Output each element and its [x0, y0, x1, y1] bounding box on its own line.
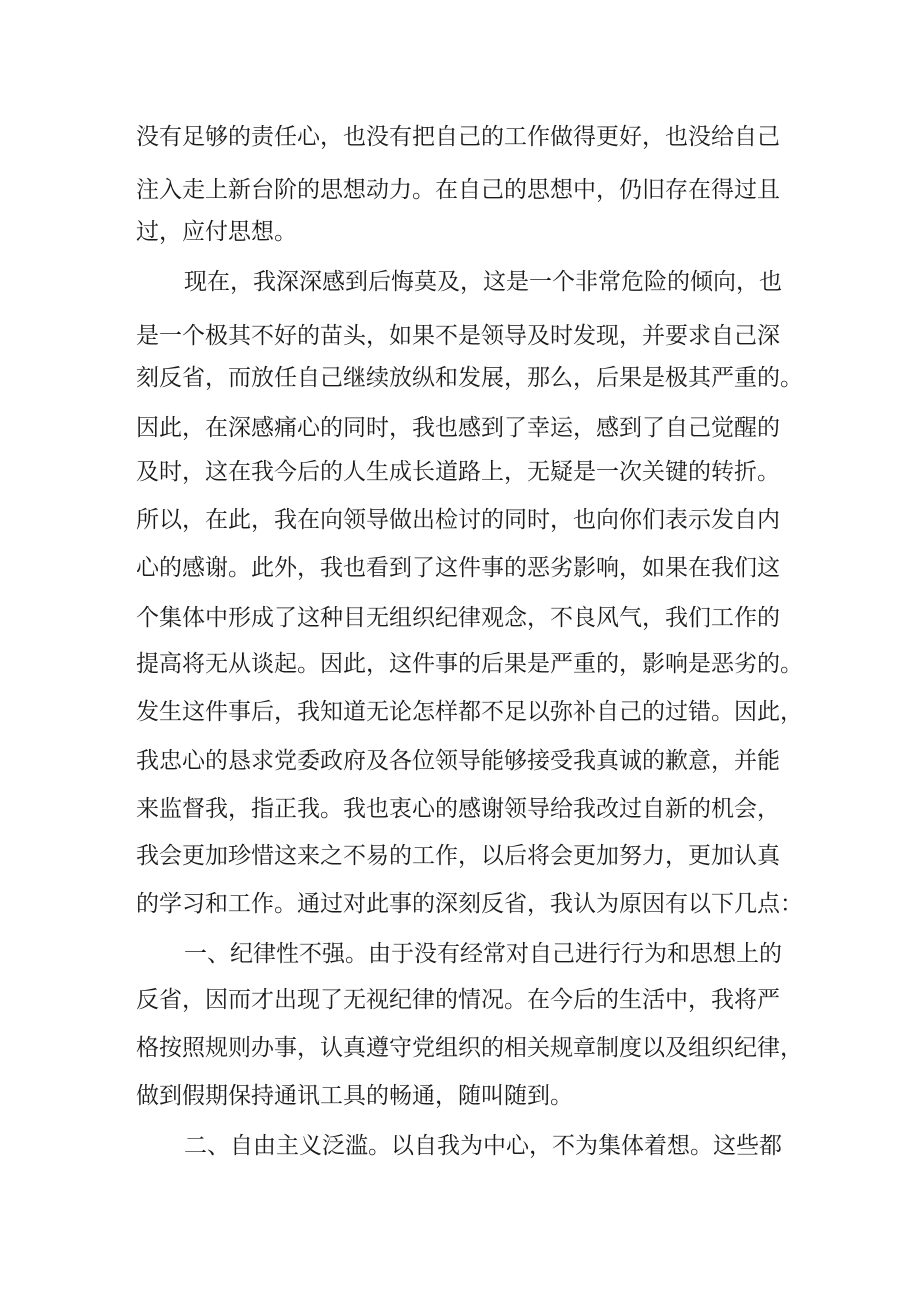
text-line-1: 没有足够的责任心，也没有把自己的工作做得更好，也没给自己	[136, 124, 780, 150]
text-line-20: 格按照规则办事，认真遵守党组织的相关规章制度以及组织纪律，	[136, 1035, 803, 1061]
text-line-4: 现在，我深深感到后悔莫及，这是一个非常危险的倾向，也	[184, 269, 782, 295]
text-line-22: 二、自由主义泛滥。以自我为中心，不为集体着想。这些都	[184, 1133, 782, 1159]
text-line-19: 反省，因而才出现了无视纪律的情况。在今后的生活中，我将严	[136, 987, 780, 1013]
text-line-9: 所以，在此，我在向领导做出检讨的同时，也向你们表示发自内	[136, 507, 780, 533]
text-line-10: 心的感谢。此外，我也看到了这件事的恶劣影响，如果在我们这	[136, 555, 780, 581]
text-line-15: 来监督我，指正我。我也衷心的感谢领导给我改过自新的机会，	[136, 796, 780, 822]
text-line-6: 刻反省，而放任自己继续放纵和发展，那么，后果是极其严重的。	[136, 365, 803, 391]
text-line-14: 我忠心的恳求党委政府及各位领导能够接受我真诚的歉意，并能	[136, 748, 780, 774]
text-line-17: 的学习和工作。通过对此事的深刻反省，我认为原因有以下几点：	[136, 891, 803, 917]
text-line-3: 过，应付思想。	[136, 219, 297, 245]
text-line-18: 一、纪律性不强。由于没有经常对自己进行行为和思想上的	[184, 941, 782, 967]
text-line-13: 发生这件事后，我知道无论怎样都不足以弥补自己的过错。因此，	[136, 699, 803, 725]
text-line-12: 提高将无从谈起。因此，这件事的后果是严重的，影响是恶劣的。	[136, 651, 803, 677]
text-line-21: 做到假期保持通讯工具的畅通，随叫随到。	[136, 1083, 573, 1109]
text-line-5: 是一个极其不好的苗头，如果不是领导及时发现，并要求自己深	[136, 323, 780, 349]
text-line-7: 因此，在深感痛心的同时，我也感到了幸运，感到了自己觉醒的	[136, 415, 780, 441]
text-line-8: 及时，这在我今后的人生成长道路上，无疑是一次关键的转折。	[136, 459, 780, 485]
text-line-2: 注入走上新台阶的思想动力。在自己的思想中，仍旧存在得过且	[136, 177, 780, 203]
text-line-16: 我会更加珍惜这来之不易的工作，以后将会更加努力，更加认真	[136, 843, 780, 869]
text-line-11: 个集体中形成了这种目无组织纪律观念，不良风气，我们工作的	[136, 605, 780, 631]
